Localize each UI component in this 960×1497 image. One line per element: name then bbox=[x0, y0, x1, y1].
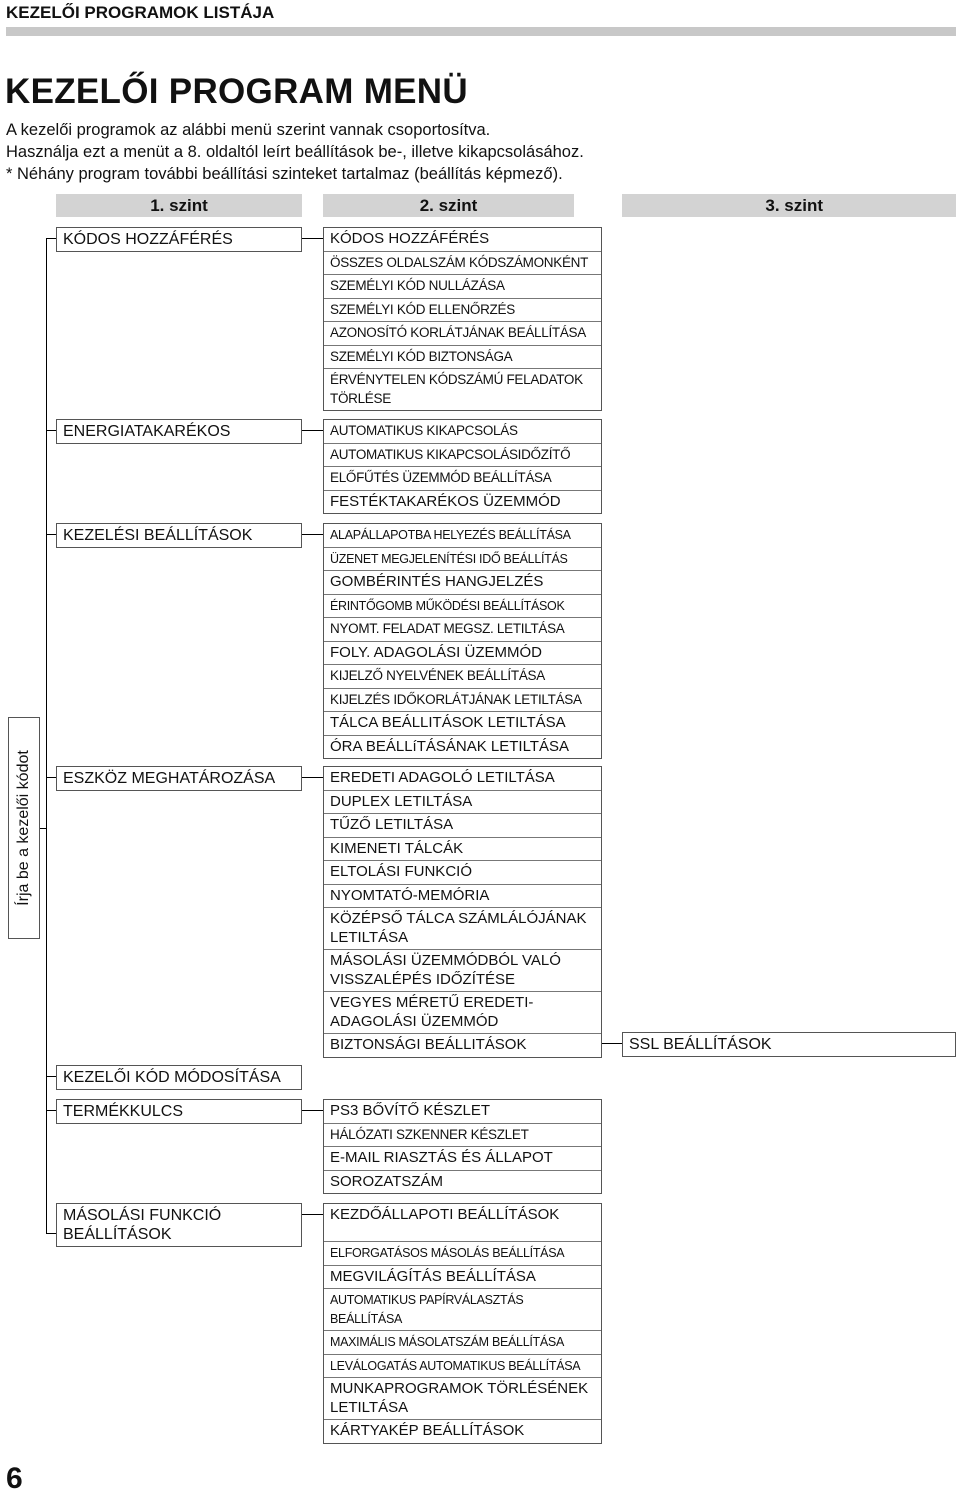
tree-trunk-line bbox=[46, 238, 47, 1234]
submenu-item[interactable]: ELTOLÁSI FUNKCIÓ bbox=[324, 861, 601, 885]
connector bbox=[302, 534, 323, 535]
submenu-item[interactable]: AUTOMATIKUS KIKAPCSOLÁSIDŐZÍTŐ bbox=[324, 444, 601, 468]
submenu-item[interactable]: KÖZÉPSŐ TÁLCA SZÁMLÁLÓJÁNAK LETILTÁSA bbox=[324, 908, 601, 950]
connector bbox=[302, 430, 323, 431]
l1-item[interactable]: MÁSOLÁSI FUNKCIÓ BEÁLLÍTÁSOK bbox=[56, 1203, 302, 1247]
submenu-item[interactable]: KÁRTYAKÉP BEÁLLÍTÁSOK bbox=[330, 1422, 525, 1439]
submenu-item[interactable]: HÁLÓZATI SZKENNER KÉSZLET bbox=[324, 1124, 601, 1148]
l1-item[interactable]: KEZELŐI KÓD MÓDOSÍTÁSA bbox=[56, 1065, 302, 1090]
connector bbox=[46, 777, 56, 778]
connector bbox=[46, 1110, 56, 1111]
submenu-item[interactable]: AUTOMATIKUS KIKAPCSOLÁS bbox=[324, 420, 601, 444]
submenu-item[interactable]: ÜZENET MEGJELENÍTÉSI IDŐ BEÁLLÍTÁS bbox=[324, 548, 601, 572]
l3-item-ssl[interactable]: SSL BEÁLLÍTÁSOK bbox=[622, 1032, 956, 1057]
submenu-item[interactable]: VEGYES MÉRETŰ EREDETI-ADAGOLÁSI ÜZEMMÓD bbox=[324, 992, 601, 1034]
section-title: KEZELŐI PROGRAMOK LISTÁJA bbox=[6, 3, 275, 22]
submenu-item[interactable]: E-MAIL RIASZTÁS ÉS ÁLLAPOT bbox=[324, 1147, 601, 1171]
submenu-item[interactable]: KIJELZÉS IDŐKORLÁTJÁNAK LETILTÁSA bbox=[324, 689, 601, 713]
submenu-product-key bbox=[323, 1099, 602, 1194]
submenu-device-config bbox=[323, 766, 602, 1058]
submenu-item[interactable]: ELFORGATÁSOS MÁSOLÁS BEÁLLÍTÁSA bbox=[324, 1242, 601, 1266]
submenu-copy-functions bbox=[323, 1203, 602, 1444]
submenu-item[interactable]: MAXIMÁLIS MÁSOLATSZÁM BEÁLLÍTÁSA bbox=[324, 1331, 601, 1355]
intro-line: * Néhány program további beállítási szinteket tartalmaz (beállítás képmező). bbox=[6, 165, 563, 183]
submenu-item[interactable]: BIZTONSÁGI BEÁLLITÁSOK bbox=[330, 1036, 527, 1053]
submenu-operation-settings bbox=[323, 523, 602, 759]
l1-item[interactable]: ENERGIATAKARÉKOS bbox=[56, 419, 302, 444]
submenu-item[interactable]: ÓRA BEÁLLíTÁSÁNAK LETILTÁSA bbox=[330, 737, 569, 755]
submenu-item[interactable]: GOMBÉRINTÉS HANGJELZÉS bbox=[324, 571, 601, 595]
submenu-item[interactable]: NYOMT. FELADAT MEGSZ. LETILTÁSA bbox=[324, 618, 601, 642]
level-1-header: 1. szint bbox=[56, 194, 302, 217]
submenu-item[interactable]: SZEMÉLYI KÓD ELLENŐRZÉS bbox=[324, 299, 601, 323]
intro-line: Használja ezt a menüt a 8. oldaltól leírt beállítások be-, illetve kikapcsolásához. bbox=[6, 143, 584, 161]
level-2-header: 2. szint bbox=[323, 194, 574, 217]
submenu-energy-saving bbox=[323, 419, 602, 514]
connector bbox=[602, 1043, 622, 1044]
enter-code-label-box bbox=[8, 717, 40, 939]
submenu-item[interactable]: SZEMÉLYI KÓD NULLÁZÁSA bbox=[324, 275, 601, 299]
page-number: 6 bbox=[6, 1462, 23, 1495]
connector bbox=[302, 1110, 323, 1111]
connector bbox=[46, 534, 56, 535]
header-bar bbox=[6, 27, 956, 36]
submenu-item[interactable]: ÖSSZES OLDALSZÁM KÓDSZÁMONKÉNT bbox=[324, 252, 601, 276]
submenu-item[interactable]: FESTÉKTAKARÉKOS ÜZEMMÓD bbox=[330, 492, 561, 510]
l1-item[interactable]: KÓDOS HOZZÁFÉRÉS bbox=[56, 227, 302, 252]
submenu-item[interactable]: ALAPÁLLAPOTBA HELYEZÉS BEÁLLÍTÁSA bbox=[324, 524, 601, 548]
submenu-item[interactable]: KÓDOS HOZZÁFÉRÉS bbox=[324, 228, 601, 252]
submenu-item[interactable]: MUNKAPROGRAMOK TÖRLÉSÉNEK LETILTÁSA bbox=[324, 1378, 601, 1420]
submenu-item[interactable]: KIJELZŐ NYELVÉNEK BEÁLLÍTÁSA bbox=[324, 665, 601, 689]
submenu-item[interactable]: MEGVILÁGÍTÁS BEÁLLÍTÁSA bbox=[324, 1266, 601, 1290]
page-title: KEZELŐI PROGRAM MENÜ bbox=[5, 72, 468, 111]
submenu-item[interactable]: ELŐFŰTÉS ÜZEMMÓD BEÁLLÍTÁSA bbox=[324, 467, 601, 491]
submenu-item[interactable]: EREDETI ADAGOLÓ LETILTÁSA bbox=[324, 767, 601, 791]
submenu-code-access bbox=[323, 227, 602, 411]
connector bbox=[302, 1214, 323, 1215]
level-3-header: 3. szint bbox=[622, 194, 956, 217]
submenu-item[interactable]: ÉRINTŐGOMB MŰKÖDÉSI BEÁLLÍTÁSOK bbox=[324, 595, 601, 619]
l1-item[interactable]: TERMÉKKULCS bbox=[56, 1099, 302, 1124]
connector bbox=[46, 1076, 56, 1077]
submenu-item[interactable]: AZONOSÍTÓ KORLÁTJÁNAK BEÁLLÍTÁSA bbox=[324, 322, 601, 346]
connector bbox=[46, 430, 56, 431]
submenu-item[interactable]: FOLY. ADAGOLÁSI ÜZEMMÓD bbox=[324, 642, 601, 666]
submenu-item[interactable]: AUTOMATIKUS PAPÍRVÁLASZTÁS BEÁLLÍTÁSA bbox=[324, 1289, 601, 1331]
submenu-item[interactable]: NYOMTATÓ-MEMÓRIA bbox=[324, 885, 601, 909]
submenu-item[interactable]: TŰZŐ LETILTÁSA bbox=[324, 814, 601, 838]
l1-item[interactable]: ESZKÖZ MEGHATÁROZÁSA bbox=[56, 766, 302, 791]
submenu-item[interactable]: MÁSOLÁSI ÜZEMMÓDBÓL VALÓ VISSZALÉPÉS IDŐZÍTÉSE bbox=[324, 950, 601, 992]
l1-item[interactable]: KEZELÉSI BEÁLLÍTÁSOK bbox=[56, 523, 302, 548]
submenu-item[interactable]: LEVÁLOGATÁS AUTOMATIKUS BEÁLLÍTÁSA bbox=[324, 1355, 601, 1379]
connector bbox=[302, 777, 323, 778]
connector bbox=[46, 238, 56, 239]
connector bbox=[46, 1233, 56, 1234]
intro-line: A kezelői programok az alábbi menü szerint vannak csoportosítva. bbox=[6, 121, 491, 139]
submenu-item[interactable]: PS3 BŐVÍTŐ KÉSZLET bbox=[324, 1100, 601, 1124]
submenu-item[interactable]: SZEMÉLYI KÓD BIZTONSÁGA bbox=[324, 346, 601, 370]
intro-text bbox=[6, 119, 584, 185]
submenu-item[interactable]: DUPLEX LETILTÁSA bbox=[324, 791, 601, 815]
submenu-item[interactable]: SOROZATSZÁM bbox=[330, 1172, 444, 1190]
submenu-item[interactable]: TÁLCA BEÁLLITÁSOK LETILTÁSA bbox=[324, 712, 601, 736]
submenu-item[interactable]: ÉRVÉNYTELEN KÓDSZÁMÚ FELADATOK TÖRLÉSE bbox=[330, 372, 583, 406]
connector bbox=[302, 238, 323, 239]
enter-code-label: Írja be a kezelői kódot bbox=[15, 750, 32, 906]
submenu-item[interactable]: KIMENETI TÁLCÁK bbox=[324, 838, 601, 862]
submenu-item[interactable]: KEZDŐÁLLAPOTI BEÁLLÍTÁSOK bbox=[324, 1204, 601, 1242]
